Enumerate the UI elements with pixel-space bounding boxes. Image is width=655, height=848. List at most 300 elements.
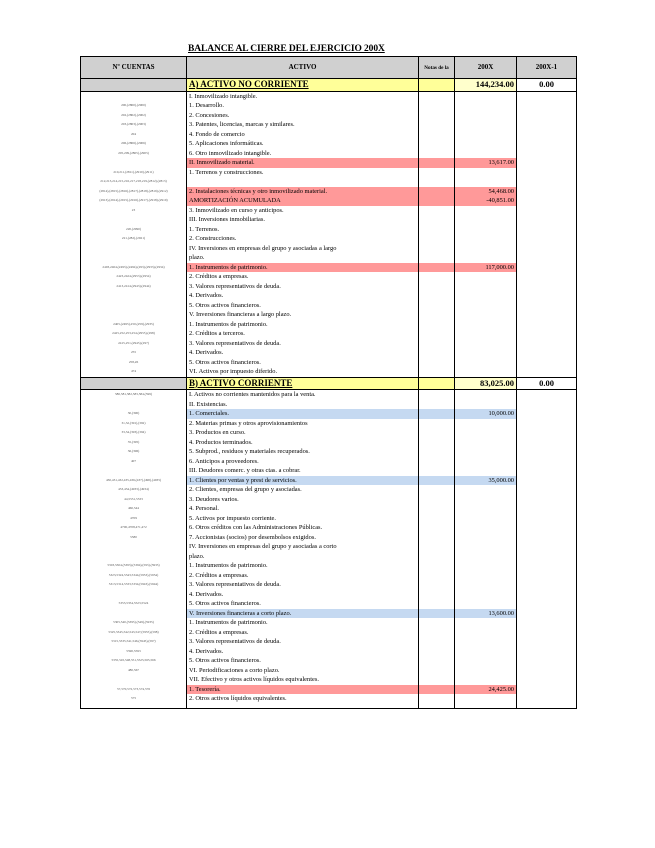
empty-cell bbox=[419, 704, 455, 709]
header-cuentas: Nº CUENTAS bbox=[81, 57, 187, 79]
prev-amount-cell bbox=[517, 618, 577, 628]
amount-cell bbox=[455, 358, 517, 368]
notes-cell bbox=[419, 158, 455, 168]
account-codes-cell: 33,34,(393),(394) bbox=[81, 428, 187, 438]
prev-amount-cell bbox=[517, 367, 577, 377]
prev-amount-cell bbox=[517, 590, 577, 600]
account-codes-cell: 205,209,(2805),(2905) bbox=[81, 149, 187, 159]
table-row bbox=[81, 263, 577, 273]
notes-cell bbox=[419, 196, 455, 206]
table-row bbox=[81, 514, 577, 524]
table-row bbox=[81, 234, 577, 244]
notes-cell bbox=[419, 504, 455, 514]
account-codes-cell: 2403,2404,(2493),(2494),(293),(2933),(2934) bbox=[81, 263, 187, 273]
concept-cell: II. Inmovilizado material. bbox=[187, 158, 419, 168]
concept-cell: 3. Patentes, licencias, marcas y similares. bbox=[187, 120, 419, 130]
account-codes-cell: 202,(2802),(2902) bbox=[81, 111, 187, 121]
prev-amount-cell bbox=[517, 495, 577, 505]
account-codes-cell bbox=[81, 552, 187, 562]
prev-amount-cell bbox=[517, 215, 577, 225]
amount-cell bbox=[455, 694, 517, 704]
notes-cell bbox=[419, 409, 455, 419]
concept-cell: 4. Fondo de comercio bbox=[187, 130, 419, 140]
account-codes-cell bbox=[81, 291, 187, 301]
account-codes-cell: 203,(2803),(2903) bbox=[81, 120, 187, 130]
amount-cell bbox=[455, 485, 517, 495]
account-codes-cell: 57,570,572,573,574,576 bbox=[81, 685, 187, 695]
amount-cell bbox=[455, 447, 517, 457]
notes-cell bbox=[419, 400, 455, 410]
account-codes-cell: 474 bbox=[81, 367, 187, 377]
notes-cell bbox=[419, 419, 455, 429]
table-row bbox=[81, 419, 577, 429]
amount-cell bbox=[455, 215, 517, 225]
concept-cell: 5. Aplicaciones informáticas. bbox=[187, 139, 419, 149]
concept-cell: V. Inversiones financieras a corto plazo. bbox=[187, 609, 419, 619]
prev-amount-cell bbox=[517, 675, 577, 685]
account-codes-cell: 221,(282),(2921) bbox=[81, 234, 187, 244]
concept-cell: 2. Créditos a empresas. bbox=[187, 571, 419, 581]
concept-cell: 2. Clientes, empresas del grupo y asociadas. bbox=[187, 485, 419, 495]
prev-amount-cell bbox=[517, 234, 577, 244]
concept-cell: 1. Instrumentos de patrimonio. bbox=[187, 320, 419, 330]
amount-cell bbox=[455, 561, 517, 571]
account-codes-cell bbox=[81, 377, 187, 390]
prev-amount-cell bbox=[517, 637, 577, 647]
notes-cell bbox=[419, 656, 455, 666]
account-codes-cell bbox=[81, 79, 187, 92]
notes-cell bbox=[419, 79, 455, 92]
table-row bbox=[81, 111, 577, 121]
header-year: 200X bbox=[455, 57, 517, 79]
amount-cell bbox=[455, 590, 517, 600]
account-codes-cell: 204 bbox=[81, 130, 187, 140]
prev-amount-cell bbox=[517, 466, 577, 476]
notes-cell bbox=[419, 206, 455, 216]
table-row bbox=[81, 320, 577, 330]
amount-cell bbox=[455, 514, 517, 524]
table-row bbox=[81, 291, 577, 301]
account-codes-cell: 580,581,582,583,584,(599) bbox=[81, 390, 187, 400]
account-codes-cell bbox=[81, 244, 187, 254]
concept-cell: 4. Derivados. bbox=[187, 291, 419, 301]
account-codes-cell: 35,(395) bbox=[81, 438, 187, 448]
table-row bbox=[81, 504, 577, 514]
amount-cell bbox=[455, 101, 517, 111]
prev-amount-cell bbox=[517, 552, 577, 562]
account-codes-cell: 2405,(2495),250,(259),(2935) bbox=[81, 320, 187, 330]
prev-amount-cell bbox=[517, 571, 577, 581]
notes-cell bbox=[419, 244, 455, 254]
table-row bbox=[81, 609, 577, 619]
amount-cell bbox=[455, 234, 517, 244]
account-codes-cell: 430,431,432,435,436,(437),(490),(4935) bbox=[81, 476, 187, 486]
account-codes-cell: 36,(396) bbox=[81, 447, 187, 457]
prev-amount-cell bbox=[517, 514, 577, 524]
notes-cell bbox=[419, 542, 455, 552]
notes-cell bbox=[419, 675, 455, 685]
empty-cell bbox=[187, 704, 419, 709]
amount-cell: 10,000.00 bbox=[455, 409, 517, 419]
concept-cell: 2. Créditos a empresas. bbox=[187, 628, 419, 638]
prev-amount-cell bbox=[517, 628, 577, 638]
concept-cell: I. Activos no corrientes mantenidos para la venta. bbox=[187, 390, 419, 400]
table-row bbox=[81, 590, 577, 600]
notes-cell bbox=[419, 282, 455, 292]
account-codes-cell: 44,5531,5533 bbox=[81, 495, 187, 505]
notes-cell bbox=[419, 390, 455, 400]
concept-cell bbox=[187, 177, 419, 187]
account-codes-cell: 5313,5314,5333,5334,(5943),(5944) bbox=[81, 580, 187, 590]
amount-cell: 144,234.00 bbox=[455, 79, 517, 92]
amount-cell bbox=[455, 253, 517, 263]
table-row bbox=[81, 628, 577, 638]
account-codes-cell: (2814),(2815),(2816),(2817),(2818),(2819),(2912) bbox=[81, 187, 187, 197]
concept-cell: 3. Valores representativos de deuda. bbox=[187, 580, 419, 590]
notes-cell bbox=[419, 514, 455, 524]
notes-cell bbox=[419, 234, 455, 244]
notes-cell bbox=[419, 120, 455, 130]
amount-cell bbox=[455, 139, 517, 149]
prev-amount-cell bbox=[517, 187, 577, 197]
notes-cell bbox=[419, 272, 455, 282]
empty-cell bbox=[81, 704, 187, 709]
concept-cell: 1. Instrumentos de patrimonio. bbox=[187, 561, 419, 571]
table-row bbox=[81, 329, 577, 339]
concept-cell: 3. Deudores varios. bbox=[187, 495, 419, 505]
notes-cell bbox=[419, 358, 455, 368]
concept-cell: 5. Activos por impuesto corriente. bbox=[187, 514, 419, 524]
concept-cell: 5. Subprod., residuos y materiales recuperados. bbox=[187, 447, 419, 457]
concept-cell: 3. Valores representativos de deuda. bbox=[187, 282, 419, 292]
notes-cell bbox=[419, 149, 455, 159]
table-row bbox=[81, 571, 577, 581]
table-row bbox=[81, 168, 577, 178]
prev-amount-cell bbox=[517, 310, 577, 320]
table-row bbox=[81, 253, 577, 263]
table-row bbox=[81, 130, 577, 140]
prev-amount-cell bbox=[517, 130, 577, 140]
notes-cell bbox=[419, 485, 455, 495]
amount-cell bbox=[455, 675, 517, 685]
notes-cell bbox=[419, 215, 455, 225]
prev-amount-cell bbox=[517, 390, 577, 400]
notes-cell bbox=[419, 310, 455, 320]
table-row bbox=[81, 310, 577, 320]
concept-cell: V. Inversiones financieras a largo plazo. bbox=[187, 310, 419, 320]
amount-cell: 24,425.00 bbox=[455, 685, 517, 695]
account-codes-cell bbox=[81, 91, 187, 101]
prev-amount-cell bbox=[517, 158, 577, 168]
notes-cell bbox=[419, 263, 455, 273]
prev-amount-cell bbox=[517, 666, 577, 676]
account-codes-cell: (2913),(2914),(2915),(2916),(2917),(2918),(2919) bbox=[81, 196, 187, 206]
notes-cell bbox=[419, 476, 455, 486]
balance-table bbox=[80, 56, 577, 709]
amount-cell bbox=[455, 130, 517, 140]
amount-cell: -40,851.00 bbox=[455, 196, 517, 206]
concept-cell: 1. Clientes por ventas y prest de servicios. bbox=[187, 476, 419, 486]
concept-cell: 7. Accionistas (socios) por desembolsos exigidos. bbox=[187, 533, 419, 543]
prev-amount-cell bbox=[517, 428, 577, 438]
amount-cell bbox=[455, 177, 517, 187]
prev-amount-cell bbox=[517, 301, 577, 311]
prev-amount-cell bbox=[517, 120, 577, 130]
concept-cell: 1. Comerciales. bbox=[187, 409, 419, 419]
amount-cell bbox=[455, 91, 517, 101]
account-codes-cell bbox=[81, 675, 187, 685]
amount-cell: 13,617.00 bbox=[455, 158, 517, 168]
notes-cell bbox=[419, 225, 455, 235]
amount-cell bbox=[455, 310, 517, 320]
amount-cell bbox=[455, 580, 517, 590]
amount-cell bbox=[455, 628, 517, 638]
amount-cell bbox=[455, 419, 517, 429]
concept-cell: 4. Personal. bbox=[187, 504, 419, 514]
table-row bbox=[81, 101, 577, 111]
account-codes-cell: 5353,5354,5523,5524 bbox=[81, 599, 187, 609]
amount-cell bbox=[455, 339, 517, 349]
prev-amount-cell bbox=[517, 656, 577, 666]
notes-cell bbox=[419, 367, 455, 377]
amount-cell bbox=[455, 168, 517, 178]
account-codes-cell: 5580 bbox=[81, 533, 187, 543]
amount-cell: 35,000.00 bbox=[455, 476, 517, 486]
amount-cell bbox=[455, 272, 517, 282]
table-row bbox=[81, 301, 577, 311]
notes-cell bbox=[419, 685, 455, 695]
notes-cell bbox=[419, 580, 455, 590]
notes-cell bbox=[419, 91, 455, 101]
prev-amount-cell bbox=[517, 177, 577, 187]
prev-amount-cell bbox=[517, 542, 577, 552]
prev-amount-cell bbox=[517, 485, 577, 495]
account-codes-cell bbox=[81, 301, 187, 311]
account-codes-cell: 575 bbox=[81, 694, 187, 704]
notes-cell bbox=[419, 101, 455, 111]
amount-cell bbox=[455, 571, 517, 581]
concept-cell: III. Deudores comerc. y otras ctas. a cobrar. bbox=[187, 466, 419, 476]
concept-cell: VII. Efectivo y otros activos líquidos equivalentes. bbox=[187, 675, 419, 685]
table-row bbox=[81, 177, 577, 187]
concept-cell: 5. Otros activos financieros. bbox=[187, 301, 419, 311]
account-codes-cell: 258,26 bbox=[81, 358, 187, 368]
account-codes-cell bbox=[81, 253, 187, 263]
notes-cell bbox=[419, 253, 455, 263]
account-codes-cell bbox=[81, 590, 187, 600]
table-row bbox=[81, 457, 577, 467]
balance-title: BALANCE AL CIERRE DEL EJERCICIO 200X bbox=[188, 44, 385, 54]
amount-cell bbox=[455, 533, 517, 543]
account-codes-cell: 5325,5345,542,543,547,(5955),(598) bbox=[81, 628, 187, 638]
prev-amount-cell bbox=[517, 329, 577, 339]
table-row bbox=[81, 367, 577, 377]
concept-cell: plazo. bbox=[187, 552, 419, 562]
account-codes-cell: 210,211,(2811),(2910),(2911) bbox=[81, 168, 187, 178]
notes-cell bbox=[419, 177, 455, 187]
account-codes-cell: 433,434,(4933),(4934) bbox=[81, 485, 187, 495]
notes-cell bbox=[419, 637, 455, 647]
amount-cell bbox=[455, 457, 517, 467]
amount-cell bbox=[455, 120, 517, 130]
prev-amount-cell bbox=[517, 225, 577, 235]
table-row bbox=[81, 225, 577, 235]
notes-cell bbox=[419, 111, 455, 121]
notes-cell bbox=[419, 377, 455, 390]
amount-cell bbox=[455, 225, 517, 235]
prev-amount-cell: 0.00 bbox=[517, 377, 577, 390]
prev-amount-cell bbox=[517, 438, 577, 448]
concept-cell: 2. Créditos a terceros. bbox=[187, 329, 419, 339]
account-codes-cell: 23 bbox=[81, 206, 187, 216]
concept-cell: II. Existencias. bbox=[187, 400, 419, 410]
notes-cell bbox=[419, 552, 455, 562]
empty-cell bbox=[517, 704, 577, 709]
concept-cell: 1. Tesorería. bbox=[187, 685, 419, 695]
concept-cell: 2. Créditos a empresas. bbox=[187, 272, 419, 282]
account-codes-cell: 407 bbox=[81, 457, 187, 467]
account-codes-cell bbox=[81, 400, 187, 410]
amount-cell bbox=[455, 329, 517, 339]
prev-amount-cell: 0.00 bbox=[517, 79, 577, 92]
concept-cell: I. Inmovilizado intangible. bbox=[187, 91, 419, 101]
notes-cell bbox=[419, 609, 455, 619]
table-row bbox=[81, 91, 577, 101]
prev-amount-cell bbox=[517, 139, 577, 149]
prev-amount-cell bbox=[517, 149, 577, 159]
prev-amount-cell bbox=[517, 400, 577, 410]
amount-cell bbox=[455, 637, 517, 647]
table-row bbox=[81, 187, 577, 197]
account-codes-cell bbox=[81, 310, 187, 320]
amount-cell bbox=[455, 466, 517, 476]
concept-cell: 3. Valores representativos de deuda. bbox=[187, 339, 419, 349]
prev-amount-cell bbox=[517, 599, 577, 609]
table-row bbox=[81, 675, 577, 685]
amount-cell bbox=[455, 367, 517, 377]
concept-cell: 6. Otros créditos con las Administraciones Públicas. bbox=[187, 523, 419, 533]
notes-cell bbox=[419, 666, 455, 676]
account-codes-cell: 4700,4708,471,472 bbox=[81, 523, 187, 533]
amount-cell bbox=[455, 647, 517, 657]
section-row bbox=[81, 377, 577, 390]
amount-cell: 13,600.00 bbox=[455, 609, 517, 619]
prev-amount-cell bbox=[517, 561, 577, 571]
concept-cell: 6. Anticipos a proveedores. bbox=[187, 457, 419, 467]
amount-cell bbox=[455, 111, 517, 121]
notes-cell bbox=[419, 599, 455, 609]
account-codes-cell: 212,213,214,215,216,217,218,219,(2812),(2813) bbox=[81, 177, 187, 187]
prev-amount-cell bbox=[517, 348, 577, 358]
amount-cell bbox=[455, 348, 517, 358]
prev-amount-cell bbox=[517, 272, 577, 282]
amount-cell bbox=[455, 552, 517, 562]
prev-amount-cell bbox=[517, 291, 577, 301]
account-codes-cell: 4709 bbox=[81, 514, 187, 524]
amount-cell bbox=[455, 390, 517, 400]
account-codes-cell: 5303,5304,(5393),(5394),(593),(5933) bbox=[81, 561, 187, 571]
amount-cell bbox=[455, 599, 517, 609]
account-codes-cell: 2425,252,253,254,(2955),(298) bbox=[81, 329, 187, 339]
concept-cell: 5. Otros activos financieros. bbox=[187, 358, 419, 368]
concept-cell: 1. Instrumentos de patrimonio. bbox=[187, 263, 419, 273]
amount-cell bbox=[455, 291, 517, 301]
prev-amount-cell bbox=[517, 694, 577, 704]
table-row bbox=[81, 438, 577, 448]
concept-cell: IV. Inversiones en empresas del grupo y asociadas a corto bbox=[187, 542, 419, 552]
table-row bbox=[81, 685, 577, 695]
concept-cell: A) ACTIVO NO CORRIENTE bbox=[187, 79, 419, 92]
concept-cell: 3. Inmovilizado en curso y anticipos. bbox=[187, 206, 419, 216]
notes-cell bbox=[419, 590, 455, 600]
prev-amount-cell bbox=[517, 409, 577, 419]
amount-cell bbox=[455, 666, 517, 676]
concept-cell: 4. Derivados. bbox=[187, 590, 419, 600]
account-codes-cell: 5355,545,548,551,5525,565,566 bbox=[81, 656, 187, 666]
concept-cell: 5. Otros activos financieros. bbox=[187, 599, 419, 609]
table-row bbox=[81, 244, 577, 254]
notes-cell bbox=[419, 628, 455, 638]
concept-cell: 1. Terrenos y construcciones. bbox=[187, 168, 419, 178]
section-row bbox=[81, 79, 577, 92]
amount-cell bbox=[455, 656, 517, 666]
table-row bbox=[81, 282, 577, 292]
notes-cell bbox=[419, 571, 455, 581]
notes-cell bbox=[419, 301, 455, 311]
amount-cell bbox=[455, 523, 517, 533]
amount-cell: 83,025.00 bbox=[455, 377, 517, 390]
header-notas: Notas de la bbox=[419, 57, 455, 79]
concept-cell: 2. Instalaciones técnicas y otro inmovilizado material. bbox=[187, 187, 419, 197]
account-codes-cell bbox=[81, 215, 187, 225]
table-header-row bbox=[81, 57, 577, 79]
amount-cell bbox=[455, 301, 517, 311]
table-row bbox=[81, 149, 577, 159]
prev-amount-cell bbox=[517, 101, 577, 111]
prev-amount-cell bbox=[517, 457, 577, 467]
table-row bbox=[81, 694, 577, 704]
account-codes-cell: 460,544 bbox=[81, 504, 187, 514]
notes-cell bbox=[419, 329, 455, 339]
table-row bbox=[81, 666, 577, 676]
table-row bbox=[81, 580, 577, 590]
amount-cell bbox=[455, 495, 517, 505]
prev-amount-cell bbox=[517, 358, 577, 368]
table-row bbox=[81, 495, 577, 505]
concept-cell: 4. Derivados. bbox=[187, 348, 419, 358]
table-row bbox=[81, 476, 577, 486]
table-row bbox=[81, 485, 577, 495]
table-row bbox=[81, 618, 577, 628]
table-row bbox=[81, 158, 577, 168]
prev-amount-cell bbox=[517, 523, 577, 533]
amount-cell bbox=[455, 244, 517, 254]
notes-cell bbox=[419, 139, 455, 149]
table-row bbox=[81, 215, 577, 225]
prev-amount-cell bbox=[517, 419, 577, 429]
table-row bbox=[81, 390, 577, 400]
account-codes-cell: 30,(390) bbox=[81, 409, 187, 419]
notes-cell bbox=[419, 647, 455, 657]
concept-cell: 2. Concesiones. bbox=[187, 111, 419, 121]
prev-amount-cell bbox=[517, 282, 577, 292]
account-codes-cell: 5305,540,(5395),(549),(5935) bbox=[81, 618, 187, 628]
concept-cell: 5. Otros activos financieros. bbox=[187, 656, 419, 666]
notes-cell bbox=[419, 438, 455, 448]
table-row bbox=[81, 647, 577, 657]
prev-amount-cell bbox=[517, 647, 577, 657]
prev-amount-cell bbox=[517, 320, 577, 330]
